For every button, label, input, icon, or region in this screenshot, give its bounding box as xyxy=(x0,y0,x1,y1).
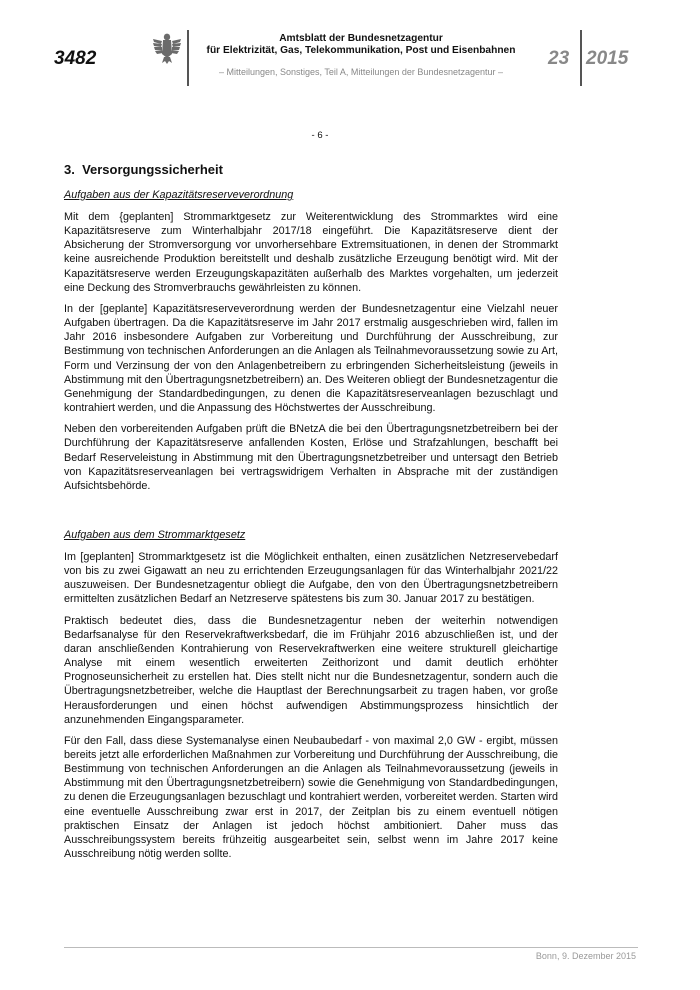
page-number: 3482 xyxy=(54,48,97,69)
sub-heading: Aufgaben aus dem Strommarktgesetz xyxy=(64,528,246,541)
gazette-header xyxy=(196,33,526,77)
header-divider-right xyxy=(580,30,582,86)
gazette-title-line1: Amtsblatt der Bundesnetzagentur xyxy=(279,33,443,44)
inner-page-number: - 6 - xyxy=(311,130,329,141)
paragraph: Neben den vorbereitenden Aufgaben prüft die BNetzA die bei den Übertragungsnetzbetreibern bei der Durchführung der Kapazitätsreserve anfallenden Kosten, Erlöse und Strafzahlungen, beschafft bei Bedarf Reserveleistung in Abstimmung mit den Übertragungsnetzbetreiber und untersagt den Betrieb von Kapazitätsreserveanlagen bei vertragswidrigem Verhalten in Absprache mit der zuständigen Aufsichtsbehörde. xyxy=(64,423,558,492)
main-content xyxy=(64,162,558,868)
paragraph: In der [geplante] Kapazitätsreserveverordnung werden der Bundesnetzagentur eine Vielzahl neuer Aufgaben übertragen. Da die Kapazitätsreserve im Jahr 2017 erstmalig ausgeschrieben wird, fallen im Jahr 2016 insbesondere Aufgaben zur Vorbereitung und Durchführung der Ausschreibung, zur Bestimmung von technischen Anforderungen an die Anlagen als Teilnahmevoraussetzung sowie zu Art, Form und Verzinsung der von den Anlagenbetreibern zu erbringenden Sicherheitsleistung (jeweils in Abstimmung mit den Übertragungsnetzbetreibern) an. Des Weiteren obliegt der Bundesnetzagentur die Genehmigung der Standardbedingungen, zu denen die Kapazitätsreserveanlagen bezuschlagt und kontrahiert werden, und die Anpassung des Höchstwertes der Ausschreibung. xyxy=(64,302,558,415)
block-strommarktgesetz xyxy=(64,528,558,861)
gazette-subtitle: – Mitteilungen, Sonstiges, Teil A, Mitteilungen der Bundesnetzagentur – xyxy=(218,67,503,77)
issue-year: 2015 xyxy=(586,48,629,69)
block-kapazitaetsreserve xyxy=(64,188,558,493)
paragraph: Für den Fall, dass diese Systemanalyse einen Neubaubedarf - von maximal 2,0 GW - ergibt, müssen bereits jetzt alle erforderlichen Maßnahmen zur Vorbereitung und Durchführung der Ausschreibung, die Bestimmung von technischen Anforderungen an die Anlagen als Teilnahmevoraussetzung (jeweils in Abstimmung mit den Übertragungsnetzbetreibern) sowie die Genehmigung von Standardbedingungen, zu denen die Erzeugungsanlagen bezuschlagt und kontrahiert werden, vorbereitet werden. Starten wird eine eventuelle Ausschreibung zwar erst in 2017, der Zeitplan bis zu einem eventuell nötigen praktischen Einsatz der Anlagen ist jedoch höchst ambitioniert. Daher muss das Ausschreibungssystem bereits frühzeitig ausgearbeitet sein, selbst wenn im Jahre 2017 keine Ausschreibung nötig werden sollte. xyxy=(64,734,558,861)
section-title: 3. Versorgungssicherheit xyxy=(64,162,223,177)
spacer xyxy=(64,500,558,528)
footer-date: Bonn, 9. Dezember 2015 xyxy=(535,951,636,961)
federal-eagle-icon xyxy=(152,30,182,66)
sub-heading: Aufgaben aus der Kapazitätsreserveverordnung xyxy=(64,189,294,201)
issue-number: 23 xyxy=(548,48,570,69)
footer-divider xyxy=(64,947,638,948)
paragraph: Mit dem {geplanten] Strommarktgesetz zur Weiterentwicklung des Strommarktes wird eine Kapazitätsreserve zum Winterhalbjahr 2017/18 eingeführt. Die Kapazitätsreserve dient der Absicherung der Stromversorgung vor unvorhersehbare Extremsituationen, in denen der Strommarkt keine ausreichende Produktion bereitstellt und deshalb zusätzliche Erzeugung benötigt wird. Mit der Kapazitätsreserve werden Erzeugungskapazitäten außerhalb des Marktes vorgehalten, um jederzeit eine Deckung des Stromverbrauchs gewährleisten zu können. xyxy=(64,211,558,294)
gazette-title-line2: für Elektrizität, Gas, Telekommunikation, Post und Eisenbahnen xyxy=(206,45,516,56)
header-divider-left xyxy=(187,30,189,86)
paragraph: Praktisch bedeutet dies, dass die Bundesnetzagentur neben der weiterhin notwendigen Bedarfsanalyse für den Reservekraftwerksbedarf, die im Frühjahr 2016 abzuschließen ist, und der daran anschließenden Kontrahierung von Reservekraftwerken eine weitere strukturell gleichartige Analyse mit einem wesentlich erweiterten Zeithorizont und damit deutlich erhöhter Prognoseunsicherheit zu erstellen hat. Dies stellt nicht nur die Bundesnetzagentur, sondern auch die Übertragungsnetzbetreiber, welche die Hauptlast der Berechnungsarbeit zu tragen haben, vor große Herausforderungen und einen höchst aufwendigen Abstimmungsprozess hinsichtlich der anzunehmenden Eingangsparameter. xyxy=(64,614,558,726)
paragraph: Im [geplanten] Strommarktgesetz ist die Möglichkeit enthalten, einen zusätzlichen Netzreservebedarf von bis zu zwei Gigawatt an neu zu errichtenden Erzeugungsanlagen für das Winterhalbjahr 2021/22 auszuweisen. Der Bundesnetzagentur obliegt die Aufgabe, den von den Übertragungsnetzbetreibern ermittelten zusätzlichen Bedarf an Netzreserve spätestens bis zum 30. Januar 2017 zu bestätigen. xyxy=(64,550,558,606)
